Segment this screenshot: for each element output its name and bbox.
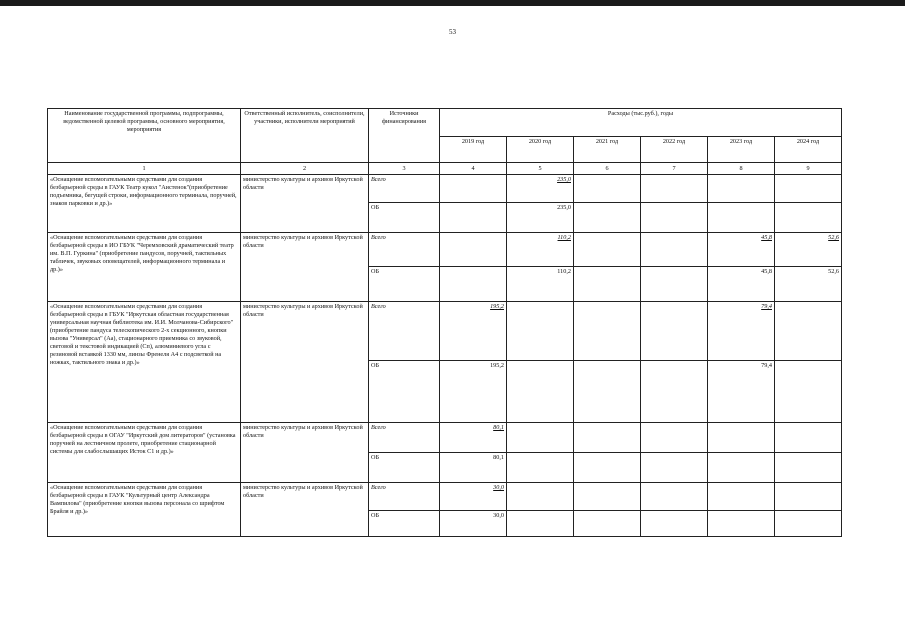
value-ob: 110,2 bbox=[507, 267, 574, 302]
value-ob bbox=[775, 361, 842, 423]
value-total: 195,2 bbox=[440, 302, 507, 361]
value-total: 80,1 bbox=[440, 423, 507, 453]
value-ob bbox=[574, 453, 641, 483]
value-total bbox=[574, 483, 641, 511]
value-ob bbox=[507, 511, 574, 537]
table-row bbox=[48, 175, 842, 203]
value-total bbox=[574, 302, 641, 361]
value-ob: 30,0 bbox=[440, 511, 507, 537]
col-number: 3 bbox=[369, 163, 440, 175]
source-total: Всего bbox=[369, 302, 440, 361]
header-source: Источники финансирования bbox=[369, 109, 440, 163]
source-ob: ОБ bbox=[369, 361, 440, 423]
value-total bbox=[574, 233, 641, 267]
col-number: 2 bbox=[241, 163, 369, 175]
source-total: Всего bbox=[369, 483, 440, 511]
source-total: Всего bbox=[369, 175, 440, 203]
header-year-2023: 2023 год bbox=[708, 137, 775, 163]
value-ob: 235,0 bbox=[507, 203, 574, 233]
value-total bbox=[507, 302, 574, 361]
value-total: 30,0 bbox=[440, 483, 507, 511]
header-executor: Ответственный исполнитель, соисполнители, участники, исполнители мероприятий bbox=[241, 109, 369, 163]
table-row bbox=[48, 423, 842, 453]
value-total: 79,4 bbox=[708, 302, 775, 361]
scan-top-edge bbox=[0, 0, 905, 6]
header-name: Наименование государственной программы, подпрограммы, ведомственной целевой программы, основного мероприятия, мероприятия bbox=[48, 109, 241, 163]
header-year-2021: 2021 год bbox=[574, 137, 641, 163]
col-number: 4 bbox=[440, 163, 507, 175]
source-ob: ОБ bbox=[369, 203, 440, 233]
measure-name: «Оснащение вспомогательными средствами для создания безбарьерной среды в ИО ГБУК "Черемховский драматический театр им. В.П. Гуркина" (приобретение пандусов, поручней, тактильных табличек, звуковых оповещателей, информационного терминала и др.)» bbox=[48, 233, 241, 302]
value-ob bbox=[440, 267, 507, 302]
source-ob: ОБ bbox=[369, 453, 440, 483]
col-number: 8 bbox=[708, 163, 775, 175]
value-total bbox=[775, 423, 842, 453]
measure-name: «Оснащение вспомогательными средствами для создания безбарьерной среды в ГАУК "Культурный центр Александра Вампилова" (приобретение кнопки вызова персонала со шрифтом Брайля и др.)» bbox=[48, 483, 241, 537]
value-total bbox=[775, 302, 842, 361]
value-ob bbox=[574, 267, 641, 302]
value-total bbox=[641, 175, 708, 203]
value-total bbox=[641, 302, 708, 361]
table-row bbox=[48, 233, 842, 267]
value-ob bbox=[574, 511, 641, 537]
value-ob bbox=[641, 203, 708, 233]
value-total bbox=[574, 175, 641, 203]
value-total bbox=[507, 423, 574, 453]
value-ob bbox=[507, 361, 574, 423]
value-total: 52,6 bbox=[775, 233, 842, 267]
source-ob: ОБ bbox=[369, 511, 440, 537]
value-ob bbox=[641, 453, 708, 483]
value-ob: 195,2 bbox=[440, 361, 507, 423]
value-total bbox=[641, 483, 708, 511]
value-total bbox=[708, 423, 775, 453]
value-ob bbox=[641, 511, 708, 537]
measure-name: «Оснащение вспомогательными средствами для создания безбарьерной среды в ОГАУ "Иркутский дом литераторов" (установка поручней на лестничном пролете, приобретение стационарной системы для слабослышащих Исток С1 и др.)» bbox=[48, 423, 241, 483]
table-row bbox=[48, 302, 842, 361]
col-number: 7 bbox=[641, 163, 708, 175]
value-ob bbox=[641, 267, 708, 302]
value-total: 45,8 bbox=[708, 233, 775, 267]
source-ob: ОБ bbox=[369, 267, 440, 302]
value-ob bbox=[708, 203, 775, 233]
expenses-table bbox=[47, 108, 842, 537]
value-total bbox=[708, 483, 775, 511]
value-ob bbox=[775, 453, 842, 483]
col-number: 1 bbox=[48, 163, 241, 175]
value-ob bbox=[574, 361, 641, 423]
value-ob bbox=[775, 511, 842, 537]
value-ob bbox=[775, 203, 842, 233]
header-year-2024: 2024 год bbox=[775, 137, 842, 163]
table-row bbox=[48, 483, 842, 511]
value-total bbox=[708, 175, 775, 203]
value-total: 235,0 bbox=[507, 175, 574, 203]
value-total bbox=[775, 483, 842, 511]
value-ob bbox=[708, 453, 775, 483]
value-total bbox=[574, 423, 641, 453]
measure-executor: министерство культуры и архивов Иркутской области bbox=[241, 423, 369, 483]
measure-executor: министерство культуры и архивов Иркутской области bbox=[241, 175, 369, 233]
value-ob: 52,6 bbox=[775, 267, 842, 302]
measure-executor: министерство культуры и архивов Иркутской области bbox=[241, 483, 369, 537]
header-expenses: Расходы (тыс.руб.), годы bbox=[440, 109, 842, 137]
value-total bbox=[507, 483, 574, 511]
measure-executor: министерство культуры и архивов Иркутской области bbox=[241, 302, 369, 423]
col-number: 9 bbox=[775, 163, 842, 175]
measure-executor: министерство культуры и архивов Иркутской области bbox=[241, 233, 369, 302]
source-total: Всего bbox=[369, 423, 440, 453]
value-total bbox=[440, 233, 507, 267]
value-ob bbox=[708, 511, 775, 537]
value-total bbox=[775, 175, 842, 203]
value-ob bbox=[440, 203, 507, 233]
value-total bbox=[440, 175, 507, 203]
measure-name: «Оснащение вспомогательными средствами для создания безбарьерной среды в ГАУК Театр кукол "Аистенок"(приобретение подъемника, бегущей строки, информационного терминала, поручней, знаков парковки и др.)» bbox=[48, 175, 241, 233]
measure-name: «Оснащение вспомогательными средствами для создания безбарьерной среды в ГБУК "Иркутская областная государственная универсальная научная библиотека им. И.И. Молчанова-Сибирского" (приобретение пандуса телескопического 2-х секционного, кнопки вызова "Универсал" (Аа), стационарного приемника со звуковой, световой и текстовой индикацией (Cп), алюминиевого угла с резиновой вставкой 1330 мм, линзы Френеля А4 с подсветкой на ножках, тактильного знака и др.)» bbox=[48, 302, 241, 423]
value-ob bbox=[641, 361, 708, 423]
col-number: 6 bbox=[574, 163, 641, 175]
header-year-2020: 2020 год bbox=[507, 137, 574, 163]
value-total: 110,2 bbox=[507, 233, 574, 267]
value-ob: 80,1 bbox=[440, 453, 507, 483]
header-year-2022: 2022 год bbox=[641, 137, 708, 163]
header-year-2019: 2019 год bbox=[440, 137, 507, 163]
value-total bbox=[641, 233, 708, 267]
value-ob bbox=[574, 203, 641, 233]
source-total: Всего bbox=[369, 233, 440, 267]
col-number: 5 bbox=[507, 163, 574, 175]
value-ob bbox=[507, 453, 574, 483]
value-ob: 45,8 bbox=[708, 267, 775, 302]
value-ob: 79,4 bbox=[708, 361, 775, 423]
page-number: 53 bbox=[449, 28, 456, 36]
value-total bbox=[641, 423, 708, 453]
